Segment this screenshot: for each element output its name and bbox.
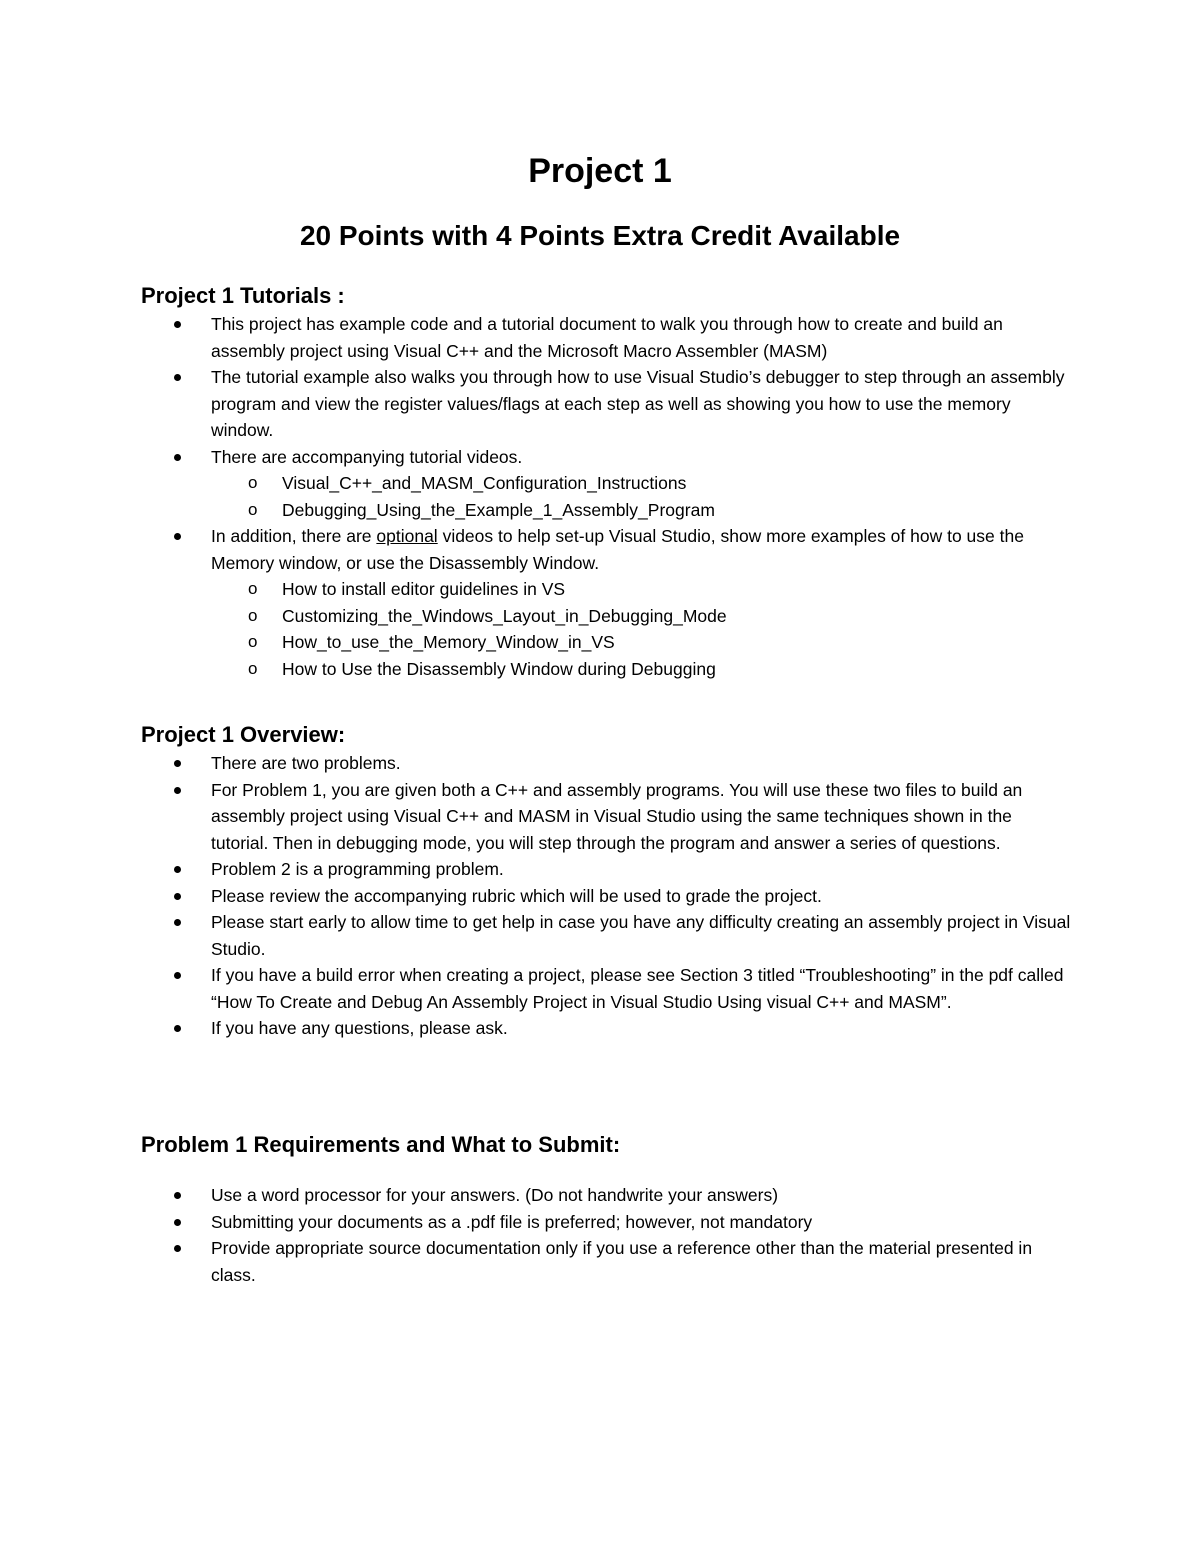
bullet-icon bbox=[174, 1025, 181, 1032]
video-title: How to install editor guidelines in VS bbox=[282, 579, 566, 599]
list-item bbox=[141, 883, 1071, 910]
bullet-icon bbox=[174, 321, 181, 328]
problem1-list bbox=[141, 1182, 1071, 1288]
video-item bbox=[141, 497, 1071, 524]
video-item bbox=[141, 603, 1071, 630]
problem1-heading: Problem 1 Requirements and What to Submit: bbox=[141, 1132, 621, 1157]
list-item-text: Submitting your documents as a .pdf file is preferred; however, not mandatory bbox=[211, 1211, 813, 1232]
page-title: Project 1 bbox=[528, 152, 672, 190]
list-item-text: The tutorial example also walks you through how to use Visual Studio’s debugger to step through an assembly program and view the register values/flags at each step as well as showing you how to use the memory window. bbox=[211, 367, 1065, 440]
sub-bullet-icon: o bbox=[248, 632, 258, 651]
list-item bbox=[141, 311, 1071, 364]
video-item bbox=[141, 629, 1071, 656]
list-item-text: Provide appropriate source documentation only if you use a reference other than the material presented in class. bbox=[211, 1238, 1033, 1285]
list-item bbox=[141, 856, 1071, 883]
bullet-icon bbox=[174, 787, 181, 794]
bullet-icon bbox=[174, 919, 181, 926]
list-item-text-after: videos to help set-up Visual Studio, show more examples of how to use the Memory window, or use the Disassembly Window. bbox=[211, 526, 1024, 573]
video-item bbox=[141, 656, 1071, 683]
list-item bbox=[141, 444, 1071, 524]
video-item bbox=[141, 470, 1071, 497]
list-item-text: Please review the accompanying rubric which will be used to grade the project. bbox=[211, 885, 822, 906]
video-title: How to Use the Disassembly Window during Debugging bbox=[282, 658, 716, 679]
list-item bbox=[141, 364, 1071, 444]
list-item bbox=[141, 1015, 1071, 1042]
bullet-icon bbox=[174, 893, 181, 900]
bullet-icon bbox=[174, 1219, 181, 1226]
list-item bbox=[141, 1209, 1071, 1236]
list-item bbox=[141, 777, 1071, 857]
bullet-icon bbox=[174, 866, 181, 873]
list-item bbox=[141, 750, 1071, 777]
overview-list bbox=[141, 750, 1071, 1042]
underlined-word: optional bbox=[376, 526, 438, 546]
list-item-text: For Problem 1, you are given both a C++ and assembly programs. You will use these two files to build an assembly project using Visual C++ and MASM in Visual Studio using the same techniques shown in the tutorial. Then in debugging mode, you will step through the program and answer a series of questions. bbox=[211, 779, 1023, 853]
video-title: How_to_use_the_Memory_Window_in_VS bbox=[282, 632, 615, 652]
bullet-icon bbox=[174, 533, 181, 540]
bullet-icon bbox=[174, 374, 181, 381]
bullet-icon bbox=[174, 1245, 181, 1252]
list-item-text: This project has example code and a tutorial document to walk you through how to create and build an assembly project using Visual C++ and the Microsoft Macro Assembler (MASM) bbox=[211, 314, 1003, 361]
list-item-text-before: In addition, there are bbox=[211, 526, 377, 546]
list-item bbox=[141, 962, 1071, 1015]
video-list bbox=[211, 470, 1071, 523]
list-item bbox=[141, 909, 1071, 962]
sub-bullet-icon: o bbox=[248, 605, 258, 625]
list-item bbox=[141, 1182, 1071, 1209]
list-item bbox=[141, 1235, 1071, 1288]
video-title: Customizing_the_Windows_Layout_in_Debugging_Mode bbox=[282, 605, 727, 626]
page-subtitle: 20 Points with 4 Points Extra Credit Available bbox=[299, 220, 901, 251]
video-title: Debugging_Using_the_Example_1_Assembly_Program bbox=[282, 499, 715, 520]
bullet-icon bbox=[174, 760, 181, 767]
sub-bullet-icon: o bbox=[248, 658, 258, 678]
list-item bbox=[141, 523, 1071, 682]
bullet-icon bbox=[174, 1192, 181, 1199]
overview-section bbox=[141, 720, 1071, 1042]
optional-video-list bbox=[211, 576, 1071, 682]
video-item bbox=[141, 576, 1071, 603]
list-item-text: If you have a build error when creating a project, please see Section 3 titled “Troubleshooting” in the pdf called “How To Create and Debug An Assembly Project in Visual Studio Using visual C++ and MASM”. bbox=[211, 965, 1064, 1012]
list-item-text: Use a word processor for your answers. (Do not handwrite your answers) bbox=[211, 1185, 779, 1205]
video-title: Visual_C++_and_MASM_Configuration_Instructions bbox=[282, 473, 687, 493]
tutorials-list bbox=[141, 311, 1071, 682]
list-item-text: Please start early to allow time to get help in case you have any difficulty creating an assembly project in Visual Studio. bbox=[211, 912, 1071, 959]
sub-bullet-icon: o bbox=[248, 473, 258, 492]
tutorials-heading: Project 1 Tutorials : bbox=[141, 283, 345, 308]
list-item-text: There are two problems. bbox=[211, 753, 401, 773]
tutorials-section bbox=[141, 281, 1071, 682]
list-item-text: Problem 2 is a programming problem. bbox=[211, 859, 504, 879]
problem1-section bbox=[141, 1130, 1071, 1288]
list-item-text: There are accompanying tutorial videos. bbox=[211, 446, 523, 467]
sub-bullet-icon: o bbox=[248, 499, 258, 519]
bullet-icon bbox=[174, 972, 181, 979]
sub-bullet-icon: o bbox=[248, 579, 258, 598]
bullet-icon bbox=[174, 454, 181, 461]
overview-heading: Project 1 Overview: bbox=[141, 722, 346, 747]
list-item-text: If you have any questions, please ask. bbox=[211, 1018, 508, 1038]
